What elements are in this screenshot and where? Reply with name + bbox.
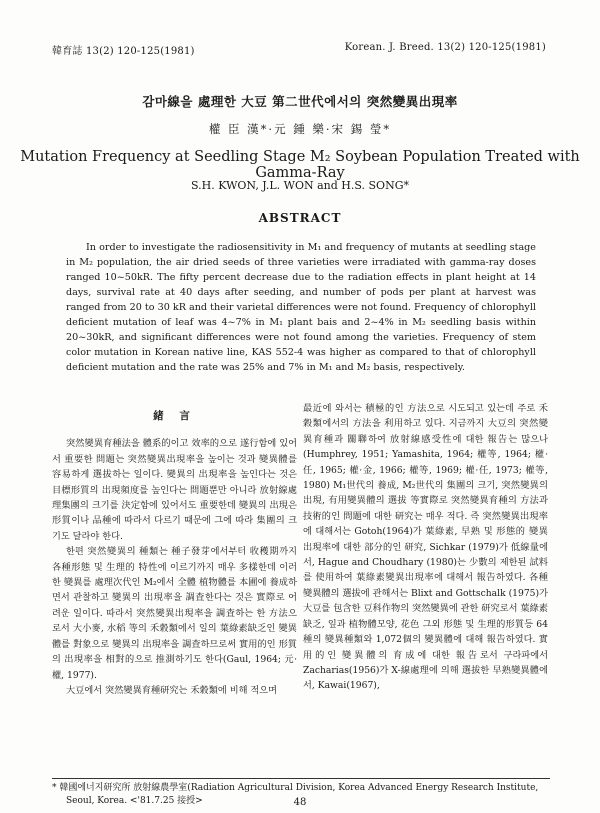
left-column — [52, 399, 297, 698]
abstract-paragraph: In order to investigate the radiosensitivity in M₁ and frequency of mutants at seedling stage in M₂ population, the air dried seeds of three varieties were irradiated with gamma-ray doses ranged 10~50kR. The fifty percent decrease due to the radiation effects in plant height at 14 days, survival rate at 40 days after seeding, and number of pods per plant at harvest was ranged from 20 to 30 kR and their varietal differences were not found. Frequency of chlorophyll deficient mutation of leaf was 4~7% in M₁ plant bais and 2~4% in M₂ seedling basis within 20~30kR, and significant differences were not found among the varieties. Frequency of stem color mutation in Korean native line, KAS 552-4 was higher as compared to that of chlorophyll deficient mutation and the rate was 25% and 7% in M₁ and M₂ basis, respectively. — [66, 242, 536, 373]
right-column — [303, 401, 548, 694]
footnote-line-1: * 韓國에너지研究所 放射線農學室(Radiation Agricultural Division, Korea Advanced Energy Research Institute, — [52, 783, 539, 793]
journal-header-korean: 韓育誌 13(2) 120-125(1981) — [52, 46, 195, 57]
english-title: Mutation Frequency at Seedling Stage M₂ Soybean Population Treated with Gamma-Ray — [20, 149, 580, 181]
abstract-body — [66, 240, 536, 375]
journal-header-english: Korean. J. Breed. 13(2) 120-125(1981) — [344, 42, 546, 53]
left-paragraph-1: 突然變異育種法을 體系的이고 效率的으로 遂行함에 있어서 重要한 問題는 突然變異出現率을 높이는 것과 變異體를 容易하게 選拔하는 일이다. 變異의 出現率을 높인다는 것은 目標形質의 出現頻度를 높인다는 問題뿐만 아니라 放射線處理集團의 크기를 決定함에 있어서도 重要한데 變異의 出現은 形質이나 品種에 따라서 다르기 때문에 그에 따라 集團의 크기도 달라야 한다. — [52, 438, 297, 542]
left-paragraph-2: 한편 突然變異의 種類는 種子發芽에서부터 收穫期까지 各種形態 및 生理的 特性에 이르기까지 매우 多樣한데 이러한 變異를 處理次代인 M₂에서 全體 植物體를 本圃에 養成하면서 관찰하고 變異의 出現率을 調査한다는 것은 實際로 어려운 일이다. 따라서 突然變異出現率을 調査하는 한 方法으로서 大小麥, 水稻 等의 禾穀類에서 일의 葉綠素缺乏인 變異體를 對象으로 變異의 出現率을 調査하므로써 實用的인 形質의 出現率을 相對的으로 推測하기도 한다(Gaul, 1964; 元·權, 1977). — [52, 546, 297, 681]
korean-authors: 權 臣 漢*·元 鍾 樂·宋 錫 瑩* — [208, 122, 392, 136]
page-number: 48 — [293, 797, 307, 808]
footnote-divider — [52, 778, 550, 779]
footnote-line-2: Seoul, Korea. <'81.7.25 接授> — [66, 796, 203, 806]
left-paragraph-3: 大豆에서 突然變異育種研究는 禾穀類에 비해 적으며 — [66, 684, 277, 696]
right-paragraph-1: 最近에 와서는 積極的인 方法으로 시도되고 있는데 주로 禾穀類에서의 方法을 利用하고 있다. 지금까지 大豆의 突然變異育種과 關聯하여 放射線感受性에 대한 報告는 많으나(Humphrey, 1951; Yamashita, 1964; 權等, 1964; 權·任, 1965; 權·金, 1966; 權等, 1969; 權·任, 1973; 權等, 1980) M₁世代의 養成, M₂世代의 集團의 크기, 突然變異의 出現, 有用變異體의 選拔 等實際로 突然變異育種의 方法과 技術的인 問題에 대한 研究는 매우 적다. 즉 突然變異出現率에 대해서는 Gotoh(1964)가 葉綠素, 早熟 및 形態的 變異出現率에 대한 部分的인 研究, Sichkar (1979)가 低線量에서, Hague and Choudhary (1980)는 少數의 제한된 試料를 使用하여 葉綠素變異出現率에 대해서 報告하였다. 各種 變異體의 選拔에 관해서는 Blixt and Gottschalk (1975)가 大豆를 包含한 豆科作物의 突然變異에 관한 研究로서 葉綠素缺乏, 잎과 植物體모양, 花色 그외 形態 및 生理的形質등 64種의 變異種類와 1,072個의 變異體에 대해 報告하였다. 實用的인 變異體의 育成에 대한 報告로서 구라파에서 Zacharias(1956)가 X-線處理에 의해 選拔한 早熟變異體에서, Kawai(1967), — [303, 403, 548, 692]
section-heading-introduction: 緒 言 — [153, 410, 196, 422]
english-authors: S.H. KWON, J.L. WON and H.S. SONG* — [191, 179, 409, 192]
korean-title: 감마線을 處理한 大豆 第二世代에서의 突然變異出現率 — [142, 94, 458, 109]
abstract-heading: ABSTRACT — [258, 211, 342, 225]
